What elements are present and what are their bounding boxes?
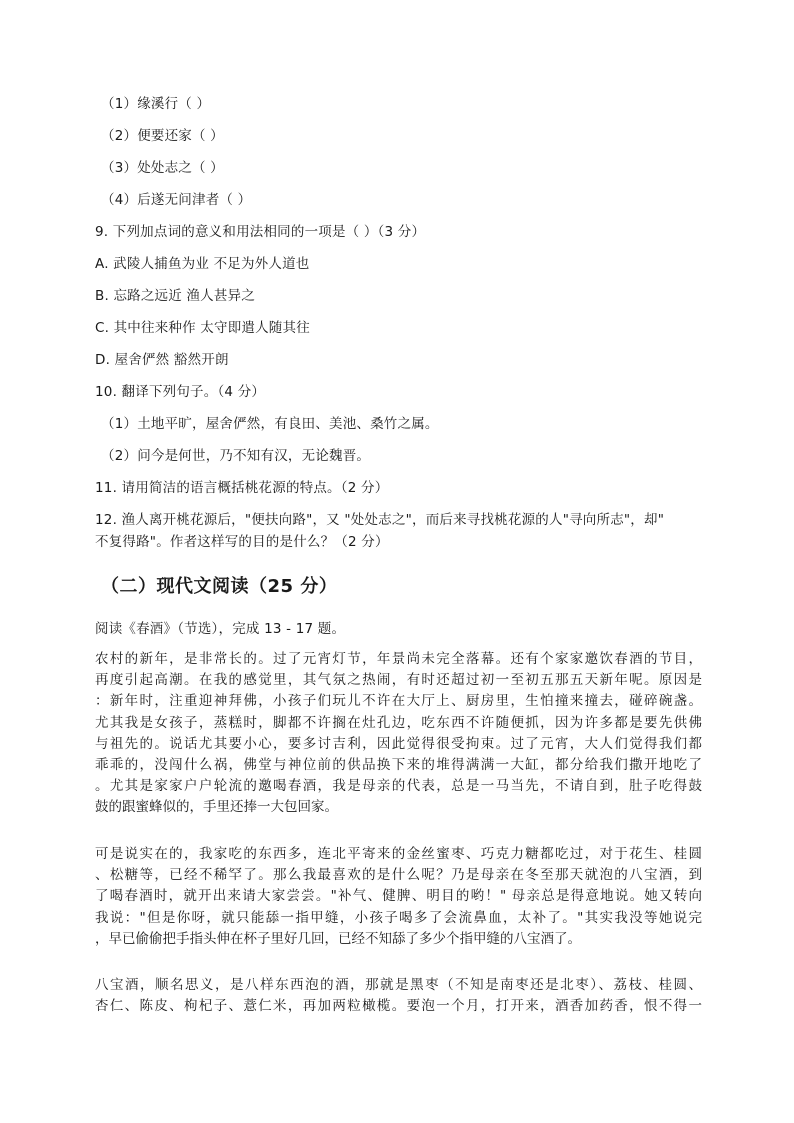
section-title: （二）现代文阅读（25 分）	[101, 576, 338, 597]
paragraph-1-line: 农村的新年，是非常长的。过了元宵灯节，年景尚未完全落幕。还有个家家邀饮春酒的节目，	[95, 651, 702, 667]
paragraph-2	[95, 844, 702, 950]
paragraph-1	[95, 649, 702, 819]
q8-item-1: （1）缘溪行（ ）	[101, 96, 211, 112]
q10-item-1: （1）土地平旷，屋舍俨然，有良田、美池、桑竹之属。	[101, 416, 439, 432]
q11-stem: 11. 请用简洁的语言概括桃花源的特点。（2 分）	[95, 480, 389, 496]
paragraph-3	[95, 975, 702, 1017]
paragraph-2-line: ，早已偷偷把手指头伸在杯子里好几回，已经不知舔了多少个指甲缝的八宝酒了。	[95, 930, 581, 947]
paragraph-1-line: 。尤其是家家户户轮流的邀喝春酒，我是母亲的代表，总是一马当先，不请自到，肚子吃得鼓	[95, 778, 702, 795]
paragraph-3-line: 杏仁、陈皮、枸杞子、薏仁米，再加两粒橄榄。要泡一个月，打开来，酒香加药香，恨不得一	[95, 998, 702, 1015]
paragraph-1-line: 鼓的跟蜜蜂似的，手里还捧一大包回家。	[95, 799, 338, 816]
paragraph-1-line: 乖乖的，没闯什么祸，佛堂与神位前的供品换下来的堆得满满一大缸，都分给我们撒开地吃了	[95, 757, 702, 774]
q12-line-2: 不复得路"。作者这样写的目的是什么？（2 分）	[95, 534, 389, 550]
q10-stem: 10. 翻译下列句子。（4 分）	[95, 384, 266, 400]
q9-option-a: A. 武陵人捕鱼为业 不足为外人道也	[95, 256, 310, 272]
q9-option-b: B. 忘路之远近 渔人甚异之	[95, 288, 255, 304]
q12-line-1: 12. 渔人离开桃花源后，"便扶向路"，又 "处处志之"，而后来寻找桃花源的人"寻向所志"，却"	[95, 512, 665, 528]
q9-stem: 9. 下列加点词的意义和用法相同的一项是（ ）（3 分）	[95, 224, 426, 240]
paragraph-1-line: ：新年时，注重迎神拜佛，小孩子们玩儿不许在大厅上、厨房里，生怕撞来撞去，碰碎碗盏。	[95, 693, 702, 710]
paragraph-2-line: 可是说实在的，我家吃的东西多，连北平寄来的金丝蜜枣、巧克力糖都吃过，对于花生、桂圆	[95, 846, 702, 862]
reading-intro: 阅读《春酒》（节选），完成 13 - 17 题。	[95, 621, 346, 637]
q8-item-3: （3）处处志之（ ）	[101, 160, 224, 176]
paragraph-2-line: 、松糖等，已经不稀罕了。那么我最喜欢的是什么呢？乃是母亲在冬至那天就泡的八宝酒，到	[95, 867, 702, 884]
q9-option-c: C. 其中往来种作 太守即遣人随其往	[95, 320, 310, 336]
paragraph-1-line: 尤其我是女孩子，蒸糕时，脚都不许搁在灶孔边，吃东西不许随便抓，因为许多都是要先供佛	[95, 714, 702, 731]
paragraph-3-line: 八宝酒，顺名思义，是八样东西泡的酒，那就是黑枣（不知是南枣还是北枣）、荔枝、桂圆、	[95, 977, 702, 993]
q10-item-2: （2）问今是何世，乃不知有汉，无论魏晋。	[101, 448, 371, 464]
q8-item-2: （2）便要还家（ ）	[101, 128, 224, 144]
paragraph-1-line: 与祖先的。说话尤其要小心，要多讨吉利，因此觉得很受拘束。过了元宵，大人们觉得我们都	[95, 735, 702, 752]
paragraph-1-line: 再度引起高潮。在我的感觉里，其气氛之热闹，有时还超过初一至初五那五天新年呢。原因是	[95, 672, 702, 689]
paragraph-2-line: 了喝春酒时，就开出来请大家尝尝。"补气、健脾、明目的哟！" 母亲总是得意地说。她又转向	[95, 888, 702, 905]
q8-item-4: （4）后遂无问津者（ ）	[101, 192, 252, 208]
q9-option-d: D. 屋舍俨然 豁然开朗	[95, 352, 229, 368]
paragraph-2-line: 我说："但是你呀，就只能舔一指甲缝，小孩子喝多了会流鼻血，太补了。"其实我没等她说完	[95, 909, 702, 926]
